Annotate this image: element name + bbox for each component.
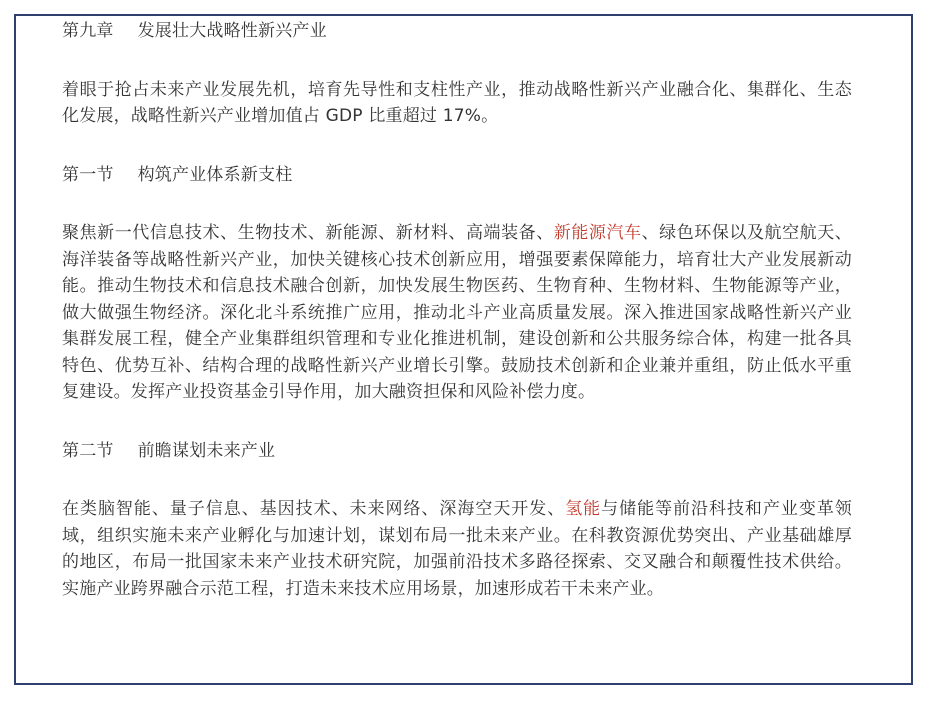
section-2-text-after: 与储能等前沿科技和产业变革领域，组织实施未来产业孵化与加速计划，谋划布局一批未来产业。在科教资源优势突出、产业基础雄厚的地区，布局一批国家未来产业技术研究院，加强前沿技术多路径探索、交叉融合和颠覆性技术供给。实施产业跨界融合示范工程，打造未来技术应用场景，加速形成若干未来产业。: [62, 499, 852, 599]
chapter-intro-paragraph: 着眼于抢占未来产业发展先机，培育先导性和支柱性产业，推动战略性新兴产业融合化、集群化、生态化发展，战略性新兴产业增加值占 GDP 比重超过 17%。: [62, 79, 852, 126]
chapter-number: 第九章: [62, 21, 114, 41]
document-frame: [14, 14, 913, 685]
section-1-text-after: 、绿色环保以及航空航天、海洋装备等战略性新兴产业，加快关键核心技术创新应用，增强要素保障能力，培育壮大产业发展新动能。推动生物技术和信息技术融合创新，加快发展生物医药、生物育种、生物材料、生物能源等产业，做大做强生物经济。深化北斗系统推广应用，推动北斗产业高质量发展。深入推进国家战略性新兴产业集群发展工程，健全产业集群组织管理和专业化推进机制，建设创新和公共服务综合体，构建一批各具特色、优势互补、结构合理的战略性新兴产业增长引擎。鼓励技术创新和企业兼并重组，防止低水平重复建设。发挥产业投资基金引导作用，加大融资担保和风险补偿力度。: [62, 223, 853, 402]
section-2-number: 第二节: [62, 440, 114, 461]
section-1-paragraph: [62, 220, 852, 406]
section-1-text-before: 聚焦新一代信息技术、生物技术、新能源、新材料、高端装备、: [62, 223, 554, 243]
section-2-highlight: 氢能: [565, 499, 602, 519]
section-2-title: 前瞻谋划未来产业: [137, 440, 276, 461]
section-2-text-before: 在类脑智能、量子信息、基因技术、未来网络、深海空天开发、: [62, 499, 566, 519]
section-1-highlight: 新能源汽车: [553, 223, 642, 243]
section-1-heading: [62, 162, 852, 189]
section-1-title: 构筑产业体系新支柱: [137, 164, 293, 185]
section-2-heading: [62, 438, 852, 465]
section-1-number: 第一节: [62, 164, 114, 185]
document-content: [62, 18, 852, 602]
chapter-title: 发展壮大战略性新兴产业: [137, 21, 327, 41]
section-2-paragraph: [62, 496, 852, 602]
chapter-heading: [62, 18, 852, 45]
